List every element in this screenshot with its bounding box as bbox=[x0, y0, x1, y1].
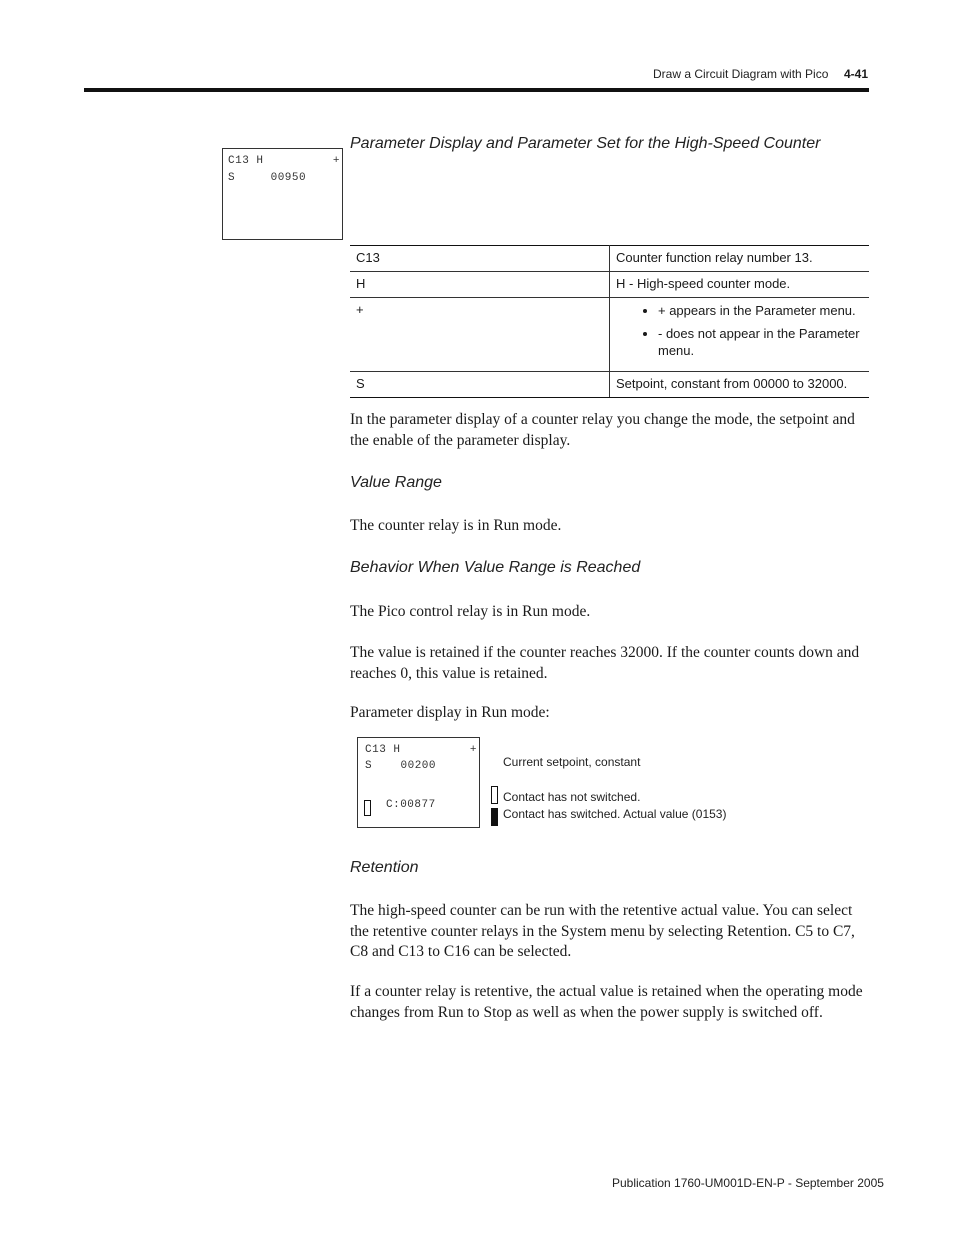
paragraph-retention-2: If a counter relay is retentive, the actual value is retained when the operating mode changes from Run to Stop as well as when the power supply is switched off. bbox=[350, 983, 863, 1021]
paragraph-behavior-1: The Pico control relay is in Run mode. bbox=[350, 603, 591, 620]
table-cell-key: C13 bbox=[350, 246, 610, 272]
header-rule bbox=[84, 88, 869, 92]
table-cell-desc bbox=[610, 298, 870, 372]
lcd-line-2: S 00200 bbox=[365, 760, 437, 772]
table-cell-key: S bbox=[350, 372, 610, 398]
table-row bbox=[350, 372, 869, 398]
list-item: • - does not appear in the Parameter menu. bbox=[658, 325, 863, 359]
paragraph-retention-1: The high-speed counter can be run with the retentive actual value. You can select the retentive counter relays in the System menu by selecting Retention. C5 to C7, C8 and C13 to C16 can be selected. bbox=[350, 902, 855, 960]
figure-title: Parameter Display and Parameter Set for the High-Speed Counter bbox=[350, 135, 821, 152]
table-row bbox=[350, 272, 869, 298]
list-item: • + appears in the Parameter menu. bbox=[658, 302, 863, 319]
table-cell-key: + bbox=[350, 298, 610, 372]
contact-open-icon bbox=[491, 786, 498, 804]
heading-value-range: Value Range bbox=[350, 474, 442, 491]
paragraph-value-range: The counter relay is in Run mode. bbox=[350, 517, 562, 534]
lcd-line-1-right: + bbox=[332, 155, 340, 167]
lcd-line-1-left: C13 H bbox=[365, 744, 401, 756]
annotation-switched: Contact has switched. Actual value (0153) bbox=[503, 807, 727, 821]
contact-closed-icon bbox=[491, 808, 498, 826]
parameter-table bbox=[350, 245, 869, 398]
lcd-line-3: C:00877 bbox=[386, 799, 436, 811]
bullet-list bbox=[616, 302, 863, 359]
annotation-setpoint: Current setpoint, constant bbox=[503, 755, 641, 769]
page-number: 4-41 bbox=[844, 67, 869, 81]
lcd-display-parameter bbox=[222, 148, 343, 240]
contact-open-icon bbox=[364, 800, 371, 816]
lcd-display-run-mode bbox=[357, 737, 480, 828]
annotation-not-switched: Contact has not switched. bbox=[503, 790, 641, 804]
table-cell-desc: Setpoint, constant from 00000 to 32000. bbox=[610, 372, 870, 398]
table-cell-key: H bbox=[350, 272, 610, 298]
heading-behavior: Behavior When Value Range is Reached bbox=[350, 559, 641, 576]
lcd-line-1-left: C13 H bbox=[228, 155, 264, 167]
table-cell-desc: Counter function relay number 13. bbox=[610, 246, 870, 272]
running-header-title: Draw a Circuit Diagram with Pico bbox=[653, 67, 829, 81]
lcd-line-2: S 00950 bbox=[228, 172, 307, 184]
publication-footer: Publication 1760-UM001D-EN-P - September 2005 bbox=[612, 1176, 884, 1190]
table-row bbox=[350, 246, 869, 272]
table-row bbox=[350, 298, 869, 372]
paragraph-run-mode: Parameter display in Run mode: bbox=[350, 704, 550, 721]
table-cell-desc: H - High-speed counter mode. bbox=[610, 272, 870, 298]
heading-retention: Retention bbox=[350, 859, 419, 876]
paragraph-behavior-2: The value is retained if the counter reaches 32000. If the counter counts down and reaches 0, this value is retained. bbox=[350, 644, 860, 682]
lcd-line-1-right: + bbox=[469, 744, 477, 756]
paragraph-intro: In the parameter display of a counter relay you change the mode, the setpoint and the enable of the parameter display. bbox=[350, 411, 855, 449]
